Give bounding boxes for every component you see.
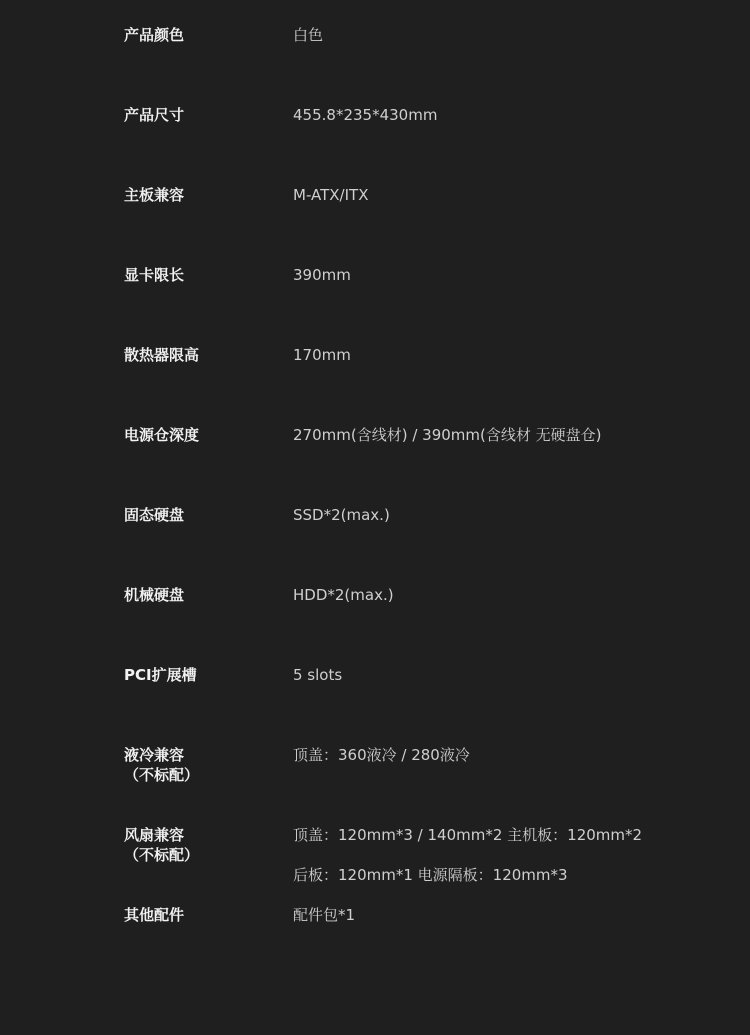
spec-label: 液冷兼容 [124,746,185,764]
spec-value: 170mm [293,346,351,364]
spec-label: 其他配件 [124,906,185,924]
spec-label-note: （不标配） [124,846,200,864]
spec-value: 顶盖：360液冷 / 280液冷 [293,746,470,764]
spec-label: 机械硬盘 [124,586,185,604]
spec-label: 产品尺寸 [124,106,185,124]
spec-value: 白色 [293,26,324,44]
spec-value: HDD*2(max.) [293,586,394,604]
spec-value: 顶盖：120mm*3 / 140mm*2 主机板：120mm*2 [293,826,643,844]
spec-label: 产品颜色 [124,26,185,44]
spec-label: 显卡限长 [124,266,185,284]
spec-value: 配件包*1 [293,906,356,924]
spec-value: 390mm [293,266,351,284]
spec-value-line-2: 后板：120mm*1 电源隔板：120mm*3 [293,866,568,884]
spec-value: 455.8*235*430mm [293,106,438,124]
spec-label: 主板兼容 [124,186,185,204]
spec-label: 固态硬盘 [124,506,185,524]
spec-value: M-ATX/ITX [293,186,369,204]
spec-label: 电源仓深度 [124,426,200,444]
spec-label: PCI扩展槽 [124,666,197,684]
spec-label: 散热器限高 [124,346,200,364]
spec-label: 风扇兼容 [124,826,185,844]
spec-value: SSD*2(max.) [293,506,390,524]
spec-value: 270mm(含线材) / 390mm(含线材 无硬盘仓) [293,426,602,444]
spec-label-note: （不标配） [124,766,200,784]
spec-value: 5 slots [293,666,343,684]
